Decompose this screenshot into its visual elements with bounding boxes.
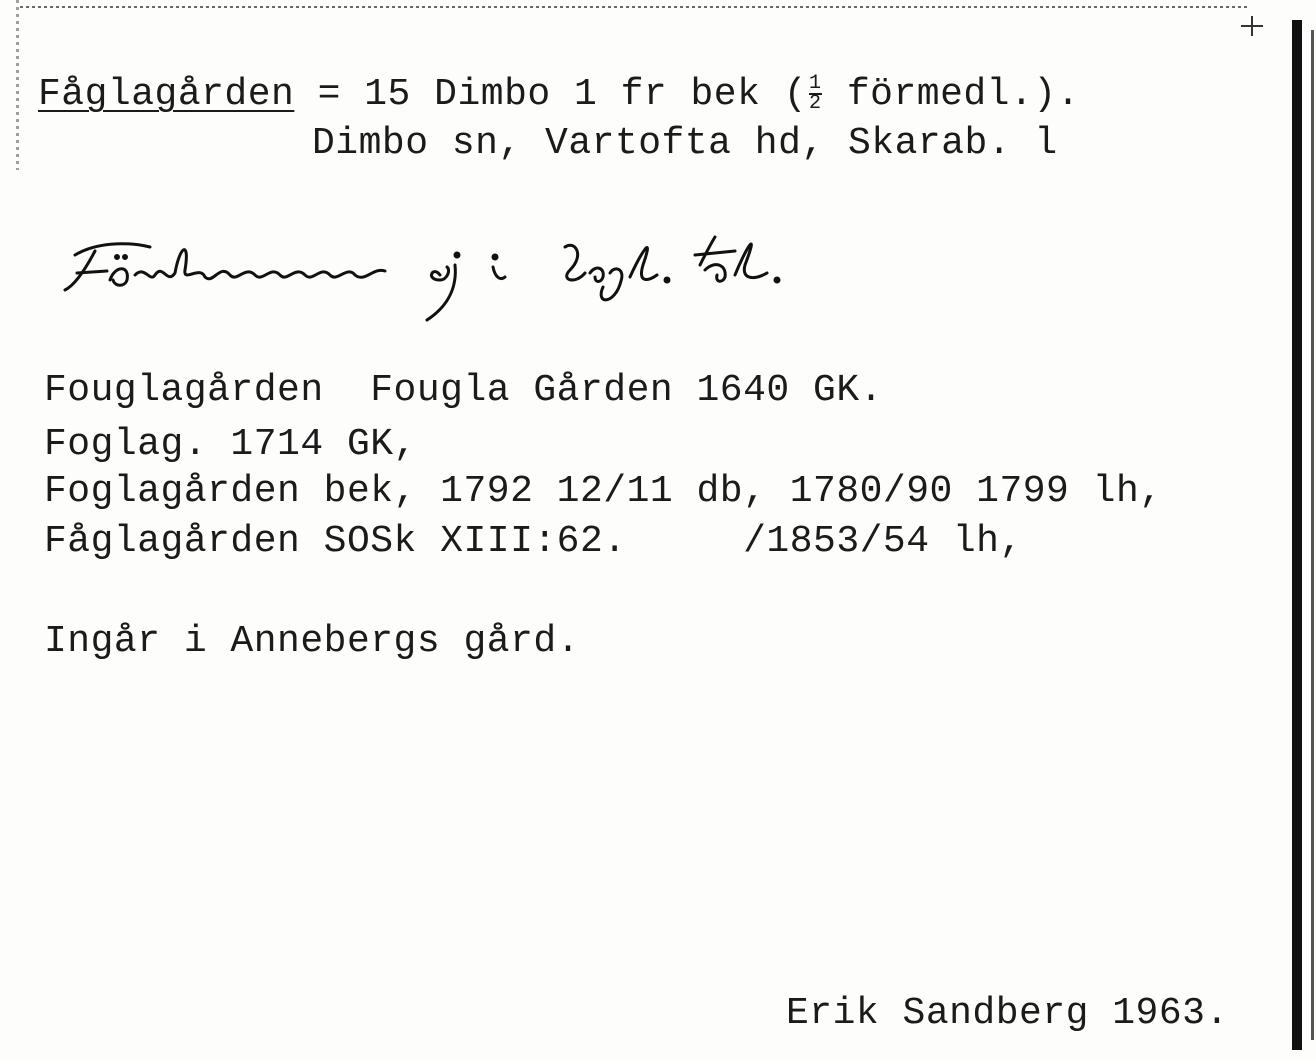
scan-edge-right-secondary xyxy=(1311,30,1314,1040)
scan-edge-top xyxy=(20,6,1250,8)
scan-edge-right xyxy=(1292,20,1302,1050)
heading-detail-2: förmedl.). xyxy=(823,73,1080,116)
handwriting-scribble xyxy=(55,225,835,335)
scan-edge-left xyxy=(16,0,19,170)
form-line-1: Fouglagården Fougla Gården 1640 GK. xyxy=(44,369,883,412)
fraction-numerator: 1 xyxy=(809,71,822,95)
form-line-4: Fåglagården SOSk XIII:62. /1853/54 lh, xyxy=(44,520,1023,563)
crosshair-mark-icon xyxy=(1240,14,1264,38)
fraction-denominator: 2 xyxy=(809,91,822,115)
author-signature: Erik Sandberg 1963. xyxy=(786,992,1229,1035)
form-line-3: Foglagården bek, 1792 12/11 db, 1780/90 1799 lh, xyxy=(44,470,1163,513)
heading-detail-1: = 15 Dimbo 1 fr bek ( xyxy=(294,73,808,116)
form-line-2: Foglag. 1714 GK, xyxy=(44,423,417,466)
fraction-half xyxy=(809,71,822,115)
inclusion-note: Ingår i Annebergs gård. xyxy=(44,620,580,663)
handwritten-note xyxy=(55,225,835,335)
place-name: Fåglagården xyxy=(38,73,295,116)
card-heading xyxy=(38,73,1080,117)
parish-line: Dimbo sn, Vartofta hd, Skarab. l xyxy=(312,122,1058,165)
